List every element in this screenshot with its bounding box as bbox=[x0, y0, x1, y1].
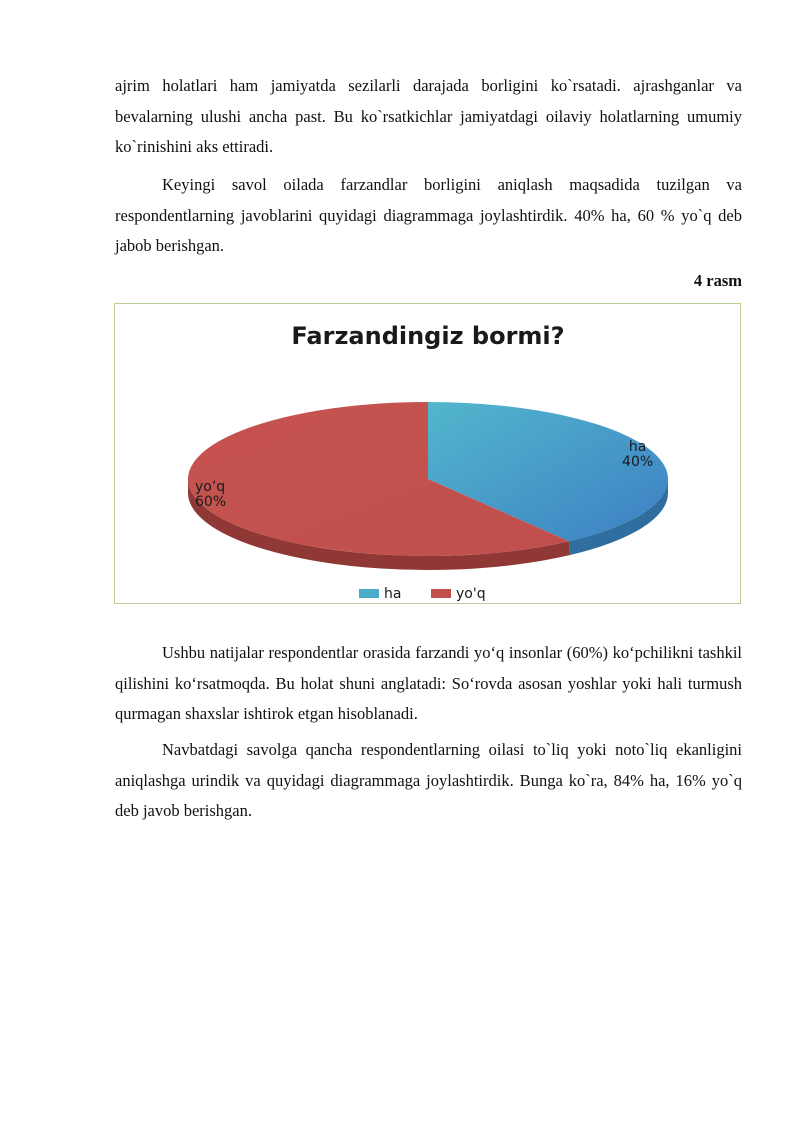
pie-slice-label-yo'q: yo‘q 60% bbox=[195, 479, 227, 511]
paragraph-1: ajrim holatlari ham jamiyatda sezilarli darajada borligini ko`rsatadi. ajrashganlar va bevalarning ulushi ancha past. Bu ko`rsatkichlar jamiyatdagi oilaviy holatlarning umumiy ko`rinishini aks ettiradi. bbox=[115, 76, 742, 156]
legend-swatch-ha bbox=[359, 589, 379, 598]
paragraph-2: Keyingi savol oilada farzandlar borligini aniqlash maqsadida tuzilgan va respondentlarning javoblarini quyidagi diagrammaga joylashtirdik. 40% ha, 60 % yo`q deb jabob berishgan. bbox=[115, 175, 742, 255]
pie-top-group bbox=[188, 402, 668, 556]
legend-label-yo'q: yo'q bbox=[456, 586, 486, 602]
legend-swatch-yo'q bbox=[431, 589, 451, 598]
pie-chart-svg bbox=[115, 304, 742, 605]
paragraph-3: Ushbu natijalar respondentlar orasida farzandi yo‘q insonlar (60%) ko‘pchilikni tashkil qilishini ko‘rsatmoqda. Bu holat shuni anglatadi: So‘rovda asosan yoshlar yoki hali turmush qurmagan shaxslar ishtirok etgan hisoblanadi. bbox=[115, 643, 742, 723]
legend-label-ha: ha bbox=[384, 586, 402, 602]
paragraph-4: Navbatdagi savolga qancha respondentlarning oilasi to`liq yoki noto`liq ekanligini aniqlashga urindik va quyidagi diagrammaga joylashtirdik. Bunga ko`ra, 84% ha, 16% yo`q deb javob berishgan. bbox=[115, 740, 742, 820]
figure-label: 4 rasm bbox=[693, 271, 742, 290]
chart-title: Farzandingiz bormi? bbox=[291, 322, 565, 350]
pie-chart bbox=[114, 303, 741, 604]
chart-legend bbox=[359, 586, 486, 602]
pie-slice-label-ha: ha 40% bbox=[622, 438, 654, 470]
